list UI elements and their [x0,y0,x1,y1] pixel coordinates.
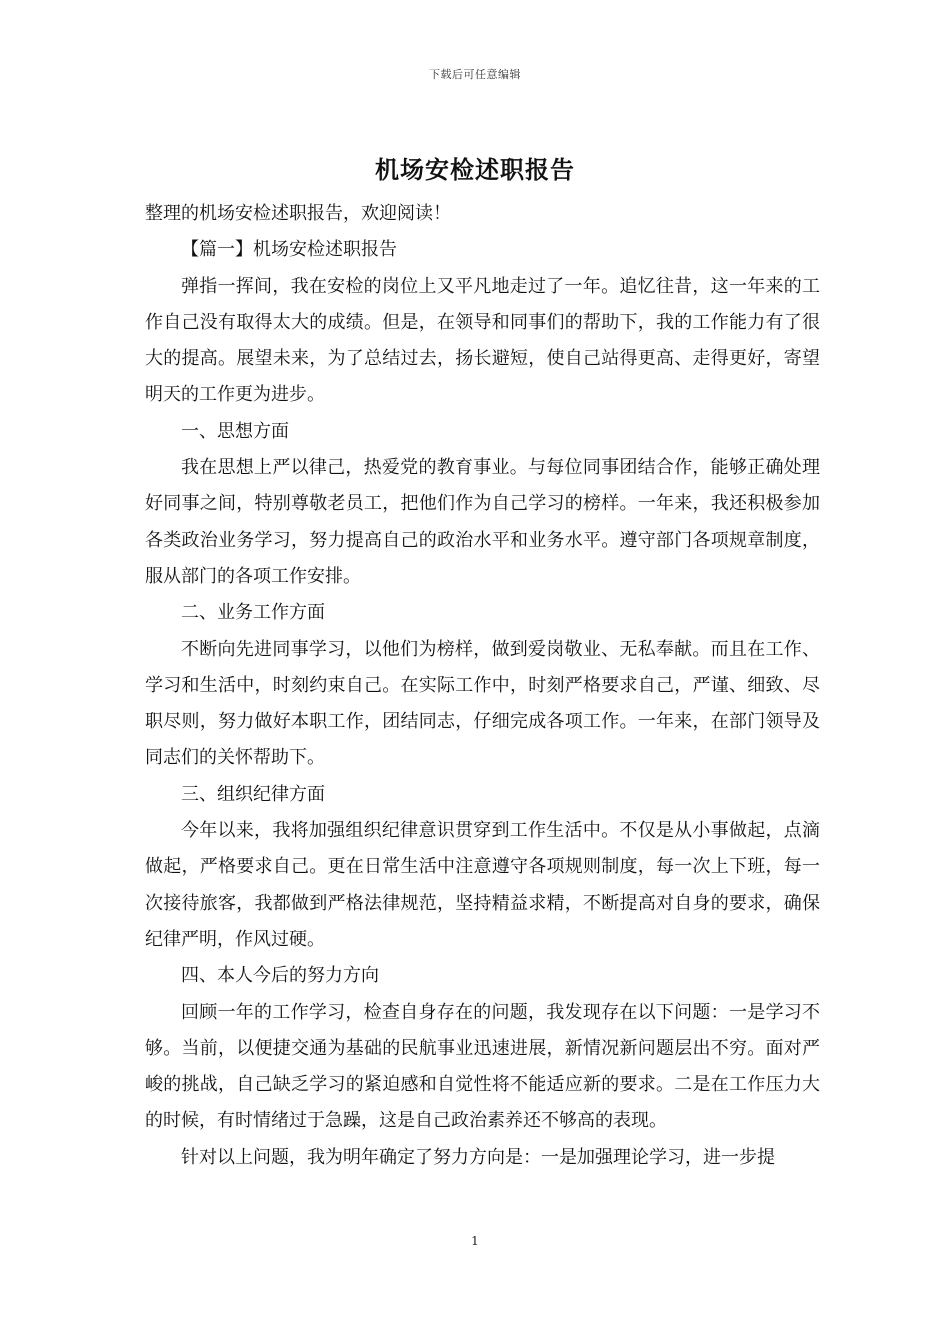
intro-paragraph: 整理的机场安检述职报告，欢迎阅读！ [145,203,451,224]
page-number: 1 [471,1234,479,1248]
section-heading-thought: 一、思想方面 [181,420,289,442]
paragraph-discipline: 今年以来，我将加强组织纪律意识贯穿到工作生活中。不仅是从小事做起，点滴做起，严格要求自己。更在日常生活中注意遵守各项规则制度，每一次上下班，每一次接待旅客，我都做到严格法律规范，坚持精益求精，不断提高对自身的要求，确保纪律严明，作风过硬。 [145,820,820,950]
paragraph-work: 不断向先进同事学习，以他们为榜样，做到爱岗敬业、无私奉献。而且在工作、学习和生活中，时刻约束自己。在实际工作中，时刻严格要求自己，严谨、细致、尽职尽则，努力做好本职工作，团结同志，仔细完成各项工作。一年来，在部门领导及同志们的关怀帮助下。 [145,638,820,769]
paragraph-thought: 我在思想上严以律己，热爱党的教育事业。与每位同事团结合作，能够正确处理好同事之间，特别尊敬老员工，把他们作为自己学习的榜样。一年来，我还积极参加各类政治业务学习，努力提高自己的政治水平和业务水平。遵守部门各项规章制度，服从部门的各项工作安排。 [145,457,820,587]
page-header: 下载后可任意编辑 [429,68,521,81]
section-heading-direction: 四、本人今后的努力方向 [181,965,379,987]
document-title: 机场安检述职报告 [375,155,575,184]
document-body [145,196,820,1176]
paragraph-plan: 针对以上问题，我为明年确定了努力方向是：一是加强理论学习，进一步提 [181,1146,775,1168]
section-heading-discipline: 三、组织纪律方面 [181,783,325,805]
section-heading-part-one: 【篇一】机场安检述职报告 [181,239,397,261]
paragraph-opening: 弹指一挥间，我在安检的岗位上又平凡地走过了一年。追忆往昔，这一年来的工作自己没有取得太大的成绩。但是，在领导和同事们的帮助下，我的工作能力有了很大的提高。展望未来，为了总结过去，扬长避短，使自己站得更高、走得更好，寄望明天的工作更为进步。 [145,275,820,406]
paragraph-review: 回顾一年的工作学习，检查自身存在的问题，我发现存在以下问题：一是学习不够。当前，以便捷交通为基础的民航事业迅速进展，新情况新问题层出不穷。面对严峻的挑战，自己缺乏学习的紧迫感和自觉性将不能适应新的要求。二是在工作压力大的时候，有时情绪过于急躁，这是自己政治素养还不够高的表现。 [145,1001,820,1132]
section-heading-work: 二、业务工作方面 [181,602,325,624]
